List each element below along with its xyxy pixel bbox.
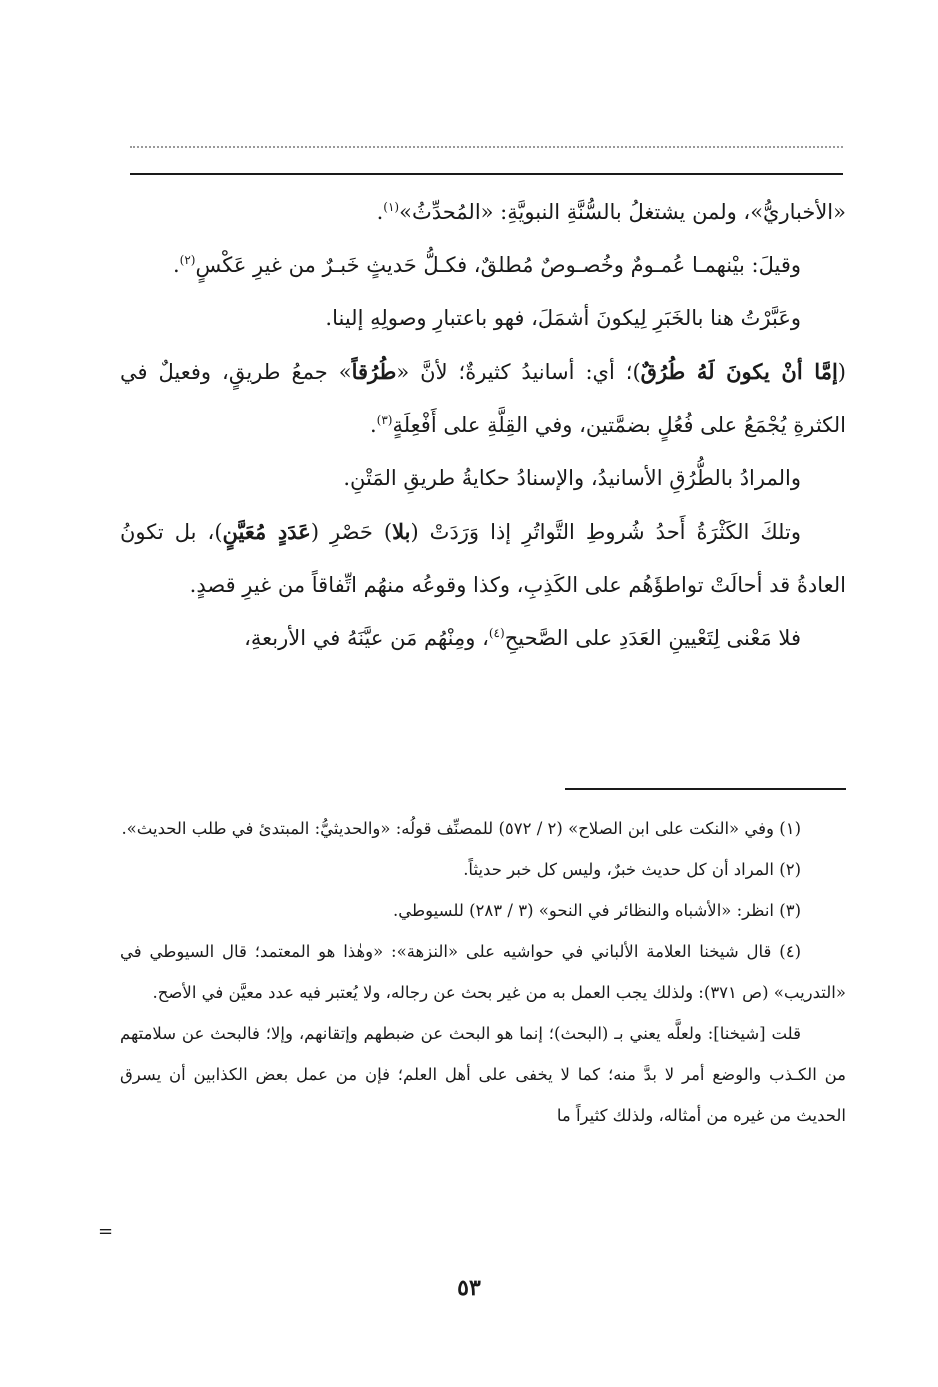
paragraph-3: وعَبَّرْتُ هنا بالخَبَرِ لِيكونَ أشمَلَ، فهو باعتبارِ وصولِهِ إلينا. (325, 306, 801, 330)
page-number: ٥٣ (457, 1275, 481, 1301)
matn-phrase-adad: عَدَدٍ مُعَيَّنٍ (222, 519, 311, 544)
footnote-ref-1[interactable]: (١) (383, 200, 400, 214)
footnote-4: (٤) قال شيخنا العلامة الألباني في حواشيه على «النزهة»: «وهٰذا هو المعتمد؛ قال السيوطي في «التدريب» (ص ٣٧١): ولذلك يجب العمل به من غير بحث عن رجاله، ولا يُعتبر فيه عدد معيَّن في الأصح. (120, 942, 846, 1002)
footnote-4-continuation: قلت [شيخنا]: ولعلَّه يعني بـ (البحث)؛ إنما هو البحث عن ضبطهم وإتقانهم، وإلا؛ فالبحث عن سلامتهم من الكـذب والوضع أمر لا بدَّ منه؛ كما لا يخفى على أهل العلم؛ فإن من عمل بعض الكذابين أن يسرق الحديث من غيره من أمثاله، ولذلك كثيراً ما (120, 1024, 846, 1125)
paragraph-7: فلا مَعْنى لِتَعْيينِ العَدَدِ على الصَّحيحِ$^{(٤)}$، ومِنْهُم مَن عيَّنَهُ في الأربعةِ، (244, 626, 801, 650)
matn-word-bila: بلا (392, 519, 411, 544)
paragraph-1: «الأخباريُّ»، ولمن يشتغلُ بالسُّنَّةِ النبويَّةِ: «المُحدِّثُ»$^{(١)}$. (376, 200, 846, 224)
footnotes (120, 808, 846, 1136)
footnote-2: (٢) المراد أن كل حديث خبرٌ، وليس كل خبر حديثاً. (463, 860, 801, 879)
footnote-1: (١) وفي «النكت على ابن الصلاح» (٢ / ٥٧٢) للمصنِّف قولُه: «والحديثيُّ: المبتدئ في طلب الحديث». (121, 819, 801, 838)
paragraph-5: والمرادُ بالطُّرُقِ الأسانيدُ، والإسنادُ حكايةُ طريقِ المَتْنِ. (343, 466, 801, 490)
header-rule (130, 173, 843, 175)
paragraph-6: وتلكَ الكَثْرَةُ أَحدُ شُروطِ التَّواتُرِ إذا وَرَدَتْ (بلا) حَصْرِ (عَدَدٍ مُعَيَّنٍ)، بل تكونُ العادةُ قد أحالَتْ تواطؤَهُم على الكَذِبِ، وكذا وقوعُه منهُم اتِّفاقاً من غيرِ قصدٍ. (120, 519, 846, 597)
paragraph-2: وقيلَ: بيْنهمـا عُمـومٌ وخُصـوصٌ مُطلقٌ، فكـلُّ حَديثٍ خَبـرٌ من غيرِ عَكْسٍ$^{(٢)}$. (172, 253, 801, 277)
header-dotted-line (130, 146, 843, 148)
footnote-ref-4[interactable]: (٤) (488, 626, 505, 640)
main-text (120, 186, 846, 665)
continuation-mark: = (98, 1221, 114, 1242)
footnote-3: (٣) انظر: «الأشباه والنظائر في النحو» (٣ / ٢٨٣) للسيوطي. (393, 901, 801, 920)
footnote-ref-3[interactable]: (٣) (376, 413, 393, 427)
matn-phrase: إمَّا أنْ يكونَ لَهُ طُرُقٌ (640, 359, 838, 384)
paragraph-4: (إمَّا أنْ يكونَ لَهُ طُرُقٌ)؛ أي: أسانيدُ كثيرةٌ؛ لأنَّ «طُرُقاً» جمعُ طريقٍ، وفعيلٌ في الكثرةِ يُجْمَعُ على فُعُلٍ بضمَّتين، وفي القِلَّةِ على أَفْعِلَةٍ$^{(٣)}$. (120, 359, 846, 437)
matn-word: طُرُقاً (351, 359, 397, 384)
footnote-separator (565, 788, 846, 790)
footnote-ref-2[interactable]: (٢) (179, 253, 196, 267)
